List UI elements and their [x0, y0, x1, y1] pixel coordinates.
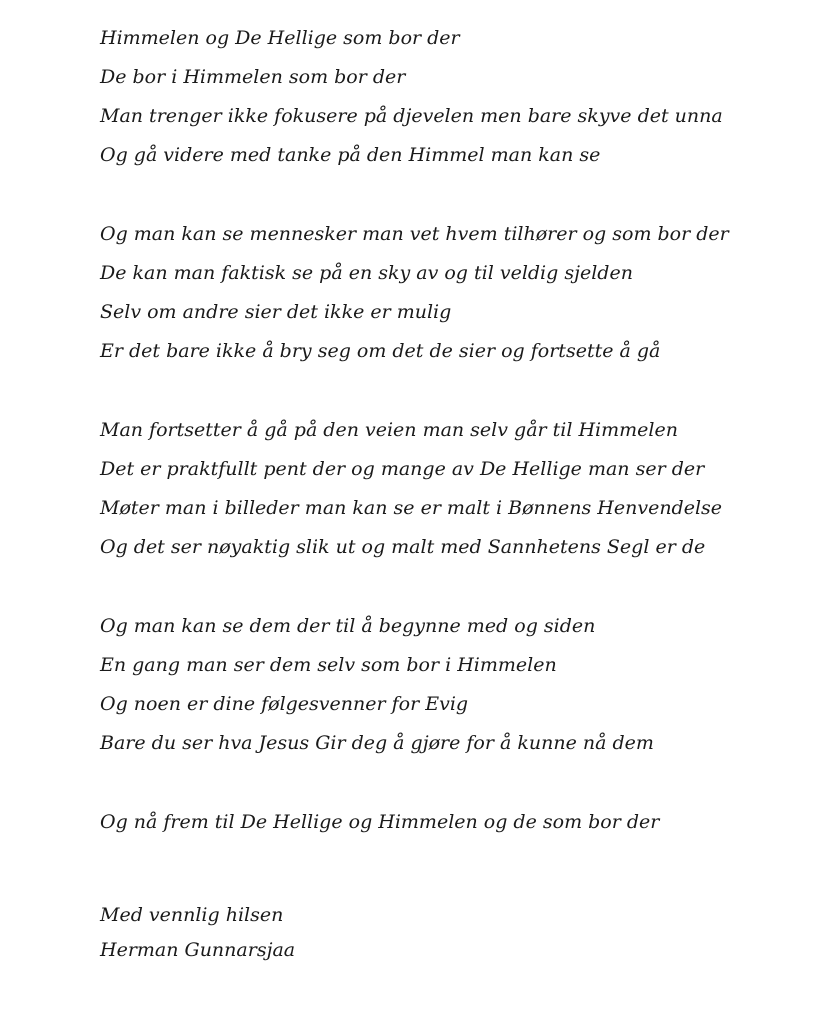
poem-line: Det er praktfullt pent der og mange av De Hellige man ser der — [100, 458, 705, 480]
poem-line: Man fortsetter å gå på den veien man selv går til Himmelen — [100, 419, 678, 441]
poem-line: Og man kan se dem der til å begynne med og siden — [100, 615, 596, 637]
poem-line: En gang man ser dem selv som bor i Himmelen — [100, 654, 557, 676]
poem-line: Bare du ser hva Jesus Gir deg å gjøre for å kunne nå dem — [100, 732, 654, 754]
signature-name: Herman Gunnarsjaa — [100, 939, 296, 961]
signature-closing: Med vennlig hilsen — [100, 904, 284, 926]
poem-line: Møter man i billeder man kan se er malt i Bønnens Henvendelse — [100, 497, 723, 519]
poem-line: De bor i Himmelen som bor der — [100, 66, 406, 88]
poem-line: Man trenger ikke fokusere på djevelen men bare skyve det unna — [100, 105, 723, 127]
poem-line: Og nå frem til De Hellige og Himmelen og de som bor der — [100, 811, 660, 833]
poem-line: Og noen er dine følgesvenner for Evig — [100, 693, 469, 715]
poem-line: Himmelen og De Hellige som bor der — [100, 27, 460, 49]
poem-line: Og det ser nøyaktig slik ut og malt med Sannhetens Segl er de — [100, 536, 706, 558]
poem-line: Selv om andre sier det ikke er mulig — [100, 301, 452, 323]
poem-line: Og man kan se mennesker man vet hvem tilhører og som bor der — [100, 223, 729, 245]
poem-line: De kan man faktisk se på en sky av og til veldig sjelden — [100, 262, 633, 284]
poem-line: Er det bare ikke å bry seg om det de sier og fortsette å gå — [100, 340, 661, 362]
poem-line: Og gå videre med tanke på den Himmel man kan se — [100, 144, 601, 166]
